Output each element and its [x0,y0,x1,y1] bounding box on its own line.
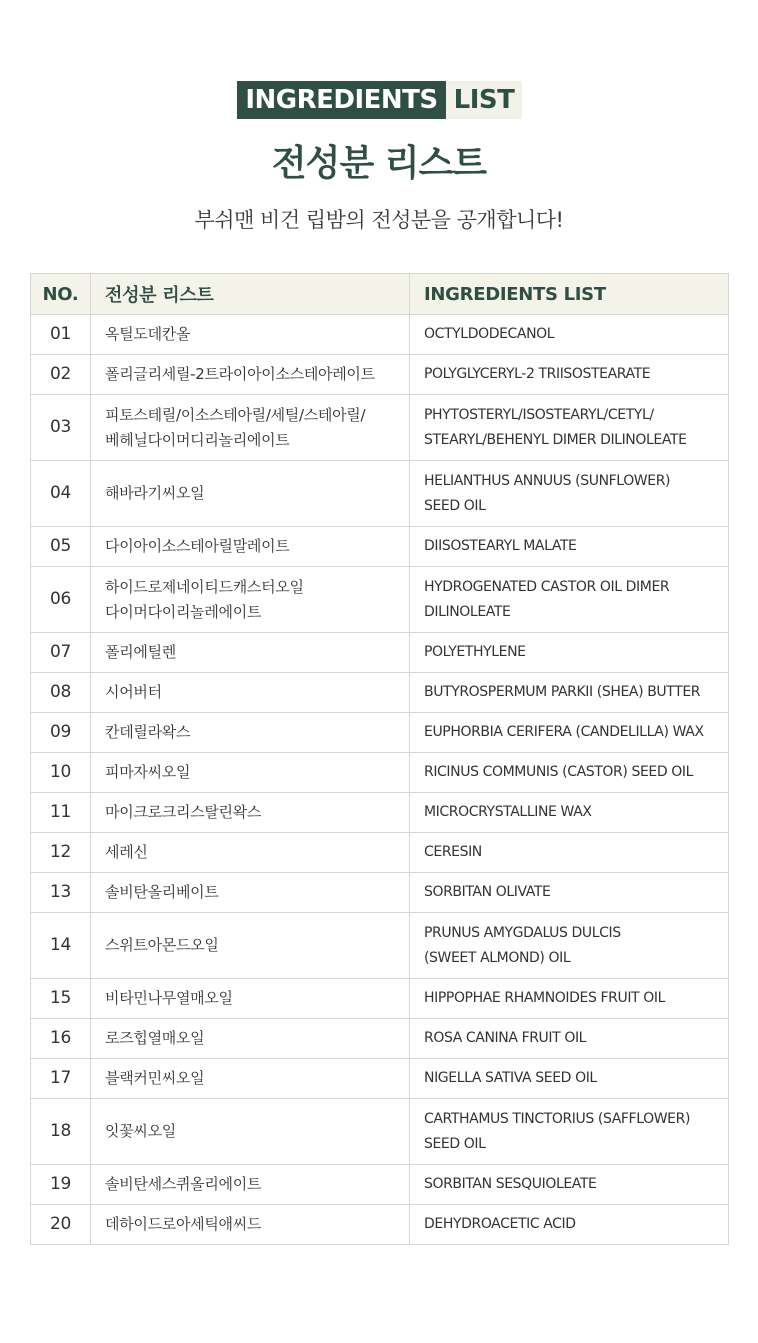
row-number: 14 [31,913,91,979]
row-number: 01 [31,315,91,355]
table-row [31,355,729,395]
table-row [31,753,729,793]
ingredient-english: PRUNUS AMYGDALUS DULCIS (SWEET ALMOND) OIL [410,913,729,979]
row-number: 16 [31,1019,91,1059]
ingredients-list-badge [237,81,522,119]
ingredient-english: HIPPOPHAE RHAMNOIDES FRUIT OIL [410,979,729,1019]
ingredient-english: NIGELLA SATIVA SEED OIL [410,1059,729,1099]
ingredient-english: POLYETHYLENE [410,633,729,673]
page-subtitle: 부쉬맨 비건 립밤의 전성분을 공개합니다! [194,208,564,232]
ingredient-korean: 로즈힙열매오일 [91,1019,410,1059]
table-header-row [31,274,729,315]
table-row [31,913,729,979]
ingredient-english: SORBITAN OLIVATE [410,873,729,913]
ingredient-korean: 솔비탄세스퀴올리에이트 [91,1165,410,1205]
table-row [31,633,729,673]
ingredient-english: DEHYDROACETIC ACID [410,1205,729,1245]
table-row [31,1099,729,1165]
ingredient-korean: 폴리에틸렌 [91,633,410,673]
ingredient-english: POLYGLYCERYL-2 TRIISOSTEARATE [410,355,729,395]
column-header-english: INGREDIENTS LIST [410,274,729,315]
row-number: 17 [31,1059,91,1099]
table-row [31,527,729,567]
table-row [31,395,729,461]
row-number: 12 [31,833,91,873]
ingredient-korean: 피토스테릴/이소스테아릴/세틸/스테아릴/ 베헤닐다이머디리놀리에이트 [91,395,410,461]
table-row [31,979,729,1019]
ingredient-english: HYDROGENATED CASTOR OIL DIMER DILINOLEATE [410,567,729,633]
ingredient-english: PHYTOSTERYL/ISOSTEARYL/CETYL/ STEARYL/BEHENYL DIMER DILINOLEATE [410,395,729,461]
ingredient-english: CARTHAMUS TINCTORIUS (SAFFLOWER) SEED OIL [410,1099,729,1165]
row-number: 09 [31,713,91,753]
row-number: 19 [31,1165,91,1205]
badge-list: LIST [446,81,522,119]
ingredient-korean: 해바라기씨오일 [91,461,410,527]
table-row [31,567,729,633]
ingredient-english: HELIANTHUS ANNUUS (SUNFLOWER) SEED OIL [410,461,729,527]
ingredient-korean: 세레신 [91,833,410,873]
row-number: 07 [31,633,91,673]
row-number: 08 [31,673,91,713]
table-row [31,1059,729,1099]
ingredient-korean: 블랙커민씨오일 [91,1059,410,1099]
table-row [31,1205,729,1245]
ingredient-english: OCTYLDODECANOL [410,315,729,355]
row-number: 04 [31,461,91,527]
ingredient-korean: 잇꽃씨오일 [91,1099,410,1165]
ingredient-korean: 데하이드로아세틱애씨드 [91,1205,410,1245]
row-number: 03 [31,395,91,461]
ingredient-english: EUPHORBIA CERIFERA (CANDELILLA) WAX [410,713,729,753]
ingredient-korean: 옥틸도데칸올 [91,315,410,355]
ingredient-english: CERESIN [410,833,729,873]
table-row [31,713,729,753]
ingredient-korean: 칸데릴라왁스 [91,713,410,753]
table-row [31,1019,729,1059]
ingredient-korean: 마이크로크리스탈린왁스 [91,793,410,833]
table-row [31,873,729,913]
row-number: 05 [31,527,91,567]
ingredients-table [30,273,729,1245]
column-header-no: NO. [31,274,91,315]
ingredient-korean: 폴리글리세릴-2트라이아이소스테아레이트 [91,355,410,395]
table-row [31,461,729,527]
ingredient-korean: 하이드로제네이티드캐스터오일 다이머다이리놀레에이트 [91,567,410,633]
ingredient-korean: 솔비탄올리베이트 [91,873,410,913]
ingredient-korean: 피마자씨오일 [91,753,410,793]
row-number: 06 [31,567,91,633]
table-row [31,833,729,873]
row-number: 02 [31,355,91,395]
row-number: 11 [31,793,91,833]
table-row [31,673,729,713]
ingredient-english: RICINUS COMMUNIS (CASTOR) SEED OIL [410,753,729,793]
ingredient-english: SORBITAN SESQUIOLEATE [410,1165,729,1205]
ingredient-english: BUTYROSPERMUM PARKII (SHEA) BUTTER [410,673,729,713]
table-row [31,1165,729,1205]
row-number: 13 [31,873,91,913]
table-row [31,315,729,355]
column-header-korean: 전성분 리스트 [91,274,410,315]
table-row [31,793,729,833]
row-number: 18 [31,1099,91,1165]
ingredient-english: DIISOSTEARYL MALATE [410,527,729,567]
page-title: 전성분 리스트 [271,143,487,184]
badge-ingredients: INGREDIENTS [237,81,446,119]
ingredient-korean: 스위트아몬드오일 [91,913,410,979]
row-number: 10 [31,753,91,793]
row-number: 20 [31,1205,91,1245]
row-number: 15 [31,979,91,1019]
ingredient-korean: 시어버터 [91,673,410,713]
ingredient-korean: 비타민나무열매오일 [91,979,410,1019]
ingredient-english: MICROCRYSTALLINE WAX [410,793,729,833]
ingredient-korean: 다이아이소스테아릴말레이트 [91,527,410,567]
ingredient-english: ROSA CANINA FRUIT OIL [410,1019,729,1059]
